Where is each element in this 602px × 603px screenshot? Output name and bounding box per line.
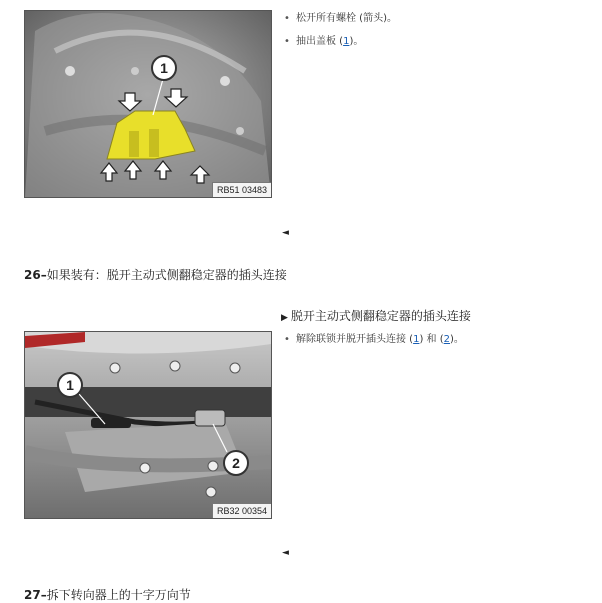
ref-link-1[interactable]: 1	[413, 334, 420, 345]
step-title: 拆下转向器上的十字万向节	[46, 588, 191, 602]
callout-1-marker: 1	[151, 55, 177, 81]
image-code-label: RB51 03483	[212, 182, 271, 197]
instruction-disconnect-plugs: • 解除联锁并脱开插头连接 (1) 和 (2)。	[284, 333, 584, 346]
back-to-top-icon[interactable]: ◄	[282, 228, 289, 238]
cover-panel-illustration	[25, 11, 271, 197]
photo-cover-panel	[24, 10, 272, 198]
step-title: 如果装有：脱开主动式侧翻稳定器的插头连接	[46, 268, 287, 282]
instruction-remove-cover: • 抽出盖板 (1)。	[284, 35, 584, 48]
image-code-label: RB32 00354	[212, 503, 271, 518]
step-27-heading	[24, 586, 191, 603]
ref-link-1[interactable]: 1	[343, 36, 350, 47]
ref-link-2[interactable]: 2	[443, 334, 451, 345]
callout-1-marker: 1	[57, 372, 83, 398]
expand-triangle-icon: ▶	[281, 313, 288, 323]
photo-plug-connections	[24, 331, 272, 519]
step-26-heading	[24, 266, 287, 283]
step-26-subheading	[281, 307, 471, 324]
step-number: 27–	[24, 588, 47, 602]
section1-instructions	[284, 12, 584, 58]
callout-2-marker: 2	[223, 450, 249, 476]
subheading-text: 脱开主动式侧翻稳定器的插头连接	[290, 309, 471, 323]
instruction-loosen-bolts: • 松开所有螺栓 (箭头)。	[284, 12, 584, 25]
plug-connection-illustration	[25, 332, 271, 518]
step-26-instructions	[284, 333, 584, 356]
back-to-top-icon[interactable]: ◄	[282, 548, 289, 558]
step-number: 26–	[24, 268, 47, 282]
